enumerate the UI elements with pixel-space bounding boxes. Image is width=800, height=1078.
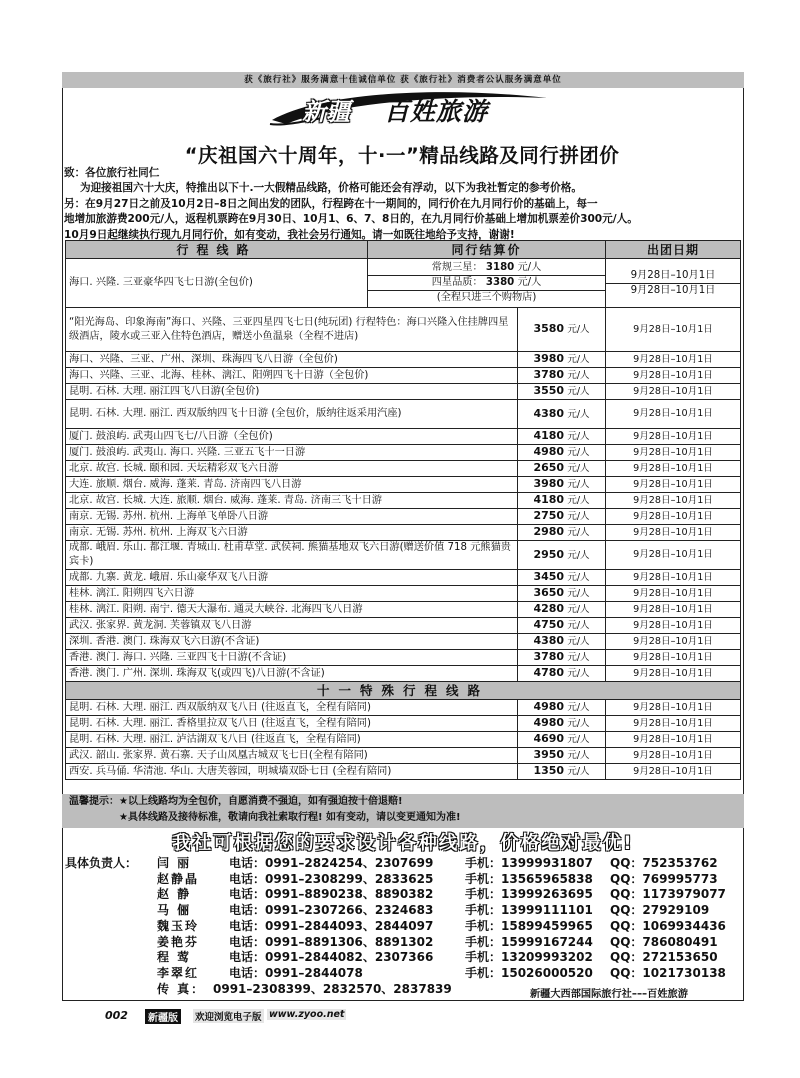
contact-qq: QQ：272153650 xyxy=(610,950,718,965)
price-value: 4380 xyxy=(533,406,565,420)
date-cell: 9月28日–10月1日 xyxy=(606,429,741,445)
price-option-1 xyxy=(368,261,605,276)
price-value: 3980 xyxy=(533,477,565,490)
table-row xyxy=(66,716,741,732)
contact-mobile: 手机：13999111101 xyxy=(465,903,593,918)
date-cell: 9月28日–10月1日 xyxy=(606,541,741,570)
table-row xyxy=(66,634,741,650)
contacts-label: 具体负责人： xyxy=(65,856,138,870)
contact-mobile: 手机：13565965838 xyxy=(465,871,593,886)
page-number: 002 xyxy=(105,1009,128,1022)
route-cell: “阳光海岛、印象海南”海口、兴隆、三亚四星四飞七日(纯玩团) 行程特色：海口兴隆入住挂牌四星级酒店，陵水或三亚入住特色酒店，赠送小鱼温泉（全程不进店) xyxy=(66,308,518,352)
price-value: 4780 xyxy=(533,666,565,679)
table-row xyxy=(66,493,741,509)
price-value: 3580 xyxy=(533,322,565,335)
price-option-2 xyxy=(368,276,605,291)
intro-line: 另：在9月27日之前及10月2日–8日之间出发的团队，行程跨在十一期间的，同行价在九月同行价的基础上，每一 xyxy=(64,197,598,210)
route-cell: 昆明. 石林. 大理. 丽江. 西双版纳双飞八日 (往返直飞，全程有陪同) xyxy=(66,700,518,716)
date-options xyxy=(606,269,740,298)
route-cell: 香港. 澳门. 广州. 深圳. 珠海双飞(或四飞)八日游(不含证) xyxy=(66,666,518,682)
contact-name: 程 莺 xyxy=(157,950,192,965)
price-value: 2750 xyxy=(533,509,565,522)
contact-name: 赵 静 xyxy=(157,887,192,902)
price-unit: 元/人 xyxy=(567,324,590,335)
price-value: 4380 xyxy=(533,634,565,647)
route-cell: 北京. 故宫. 长城. 颐和园. 天坛精彩双飞六日游 xyxy=(66,461,518,477)
contact-phone: 电话：0991–8890238、8890382 xyxy=(229,887,434,902)
table-row xyxy=(66,384,741,400)
price-value: 3550 xyxy=(533,384,565,397)
contact-row xyxy=(65,935,745,951)
contact-name: 闫 丽 xyxy=(157,856,192,870)
price-cell xyxy=(518,700,606,716)
contact-row xyxy=(65,903,745,919)
price-unit: 元/人 xyxy=(567,702,590,713)
edition-badge: 新疆版 xyxy=(145,1009,181,1024)
intro-line: 为迎接祖国六十大庆，特推出以下十.一大假精品线路，价格可能还会有浮动，以下为我社暂定的参考价格。 xyxy=(80,182,582,195)
price-cell xyxy=(518,525,606,541)
price-unit: 元/人 xyxy=(567,408,590,420)
contact-qq: QQ：27929109 xyxy=(610,903,710,918)
price-unit: 元/人 xyxy=(567,549,590,561)
price-unit: 元/人 xyxy=(567,604,590,615)
table-row-first xyxy=(66,259,741,308)
contact-qq: QQ：786080491 xyxy=(610,934,718,949)
price-cell xyxy=(518,352,606,368)
price-options-cell xyxy=(368,259,606,308)
price-cell xyxy=(518,477,606,493)
price-cell xyxy=(518,384,606,400)
route-cell: 南京. 无锡. 苏州. 杭州. 上海单飞单卧八日游 xyxy=(66,509,518,525)
date-cell: 9月28日–10月1日 xyxy=(606,602,741,618)
date-cell: 9月28日–10月1日 xyxy=(606,461,741,477)
intro-salutation: 致：各位旅行社同仁 xyxy=(64,167,160,179)
price-option-note: (全程只进三个购物店) xyxy=(436,292,537,303)
contact-qq: QQ：1021730138 xyxy=(610,965,726,980)
price-cell xyxy=(518,650,606,666)
route-cell: 大连. 旅顺. 烟台. 威海. 蓬莱. 青岛. 济南四飞八日游 xyxy=(66,477,518,493)
price-unit: 元/人 xyxy=(567,620,590,631)
price-value: 1350 xyxy=(533,764,565,777)
price-unit: 元/人 xyxy=(567,447,590,458)
price-unit: 元/人 xyxy=(567,495,590,506)
price-unit: 元/人 xyxy=(567,750,590,761)
contact-phone: 电话：0991–2844093、2844097 xyxy=(229,918,434,933)
price-cell xyxy=(518,748,606,764)
price-cell xyxy=(518,445,606,461)
route-cell: 北京. 故宫. 长城. 大连. 旅顺. 烟台. 威海. 蓬莱. 青岛. 济南三飞十日游 xyxy=(66,493,518,509)
date-cell: 9月28日–10月1日 xyxy=(606,509,741,525)
route-cell: 桂林. 漓江. 阳朔四飞六日游 xyxy=(66,586,518,602)
honor-bar: 获《旅行社》服务满意十佳诚信单位 获《旅行社》消费者公认服务满意单位 xyxy=(62,72,744,88)
price-unit: 元/人 xyxy=(567,718,590,729)
contact-name: 赵静晶 xyxy=(157,871,200,886)
option-label: 常规三星： xyxy=(431,262,483,273)
price-value: 3780 xyxy=(533,650,565,663)
date-cell: 9月28日–10月1日 xyxy=(606,666,741,682)
route-cell: 昆明. 石林. 大理. 丽江四飞八日游(全包价) xyxy=(66,384,518,400)
route-cell: 武汉. 张家界. 黄龙洞. 芙蓉镇双飞八日游 xyxy=(66,618,518,634)
contact-name: 姜艳芬 xyxy=(157,934,200,949)
route-cell: 武汉. 韶山. 张家界. 黄石寨. 天子山凤凰古城双飞七日(全程有陪同) xyxy=(66,748,518,764)
date-cell: 9月28日–10月1日 xyxy=(606,445,741,461)
logo-text-baixing: 百姓旅游 xyxy=(384,97,489,126)
table-row xyxy=(66,764,741,780)
date-cell: 9月28日–10月1日 xyxy=(606,634,741,650)
contact-qq: QQ：752353762 xyxy=(610,856,718,870)
route-cell: 昆明. 石林. 大理. 丽江. 泸沽湖双飞八日 (往返直飞，全程有陪同) xyxy=(66,732,518,748)
price-unit: 元/人 xyxy=(567,652,590,663)
date-cell: 9月28日–10月1日 xyxy=(606,493,741,509)
price-cell xyxy=(518,716,606,732)
price-value: 4690 xyxy=(533,732,565,745)
special-header: 十一特殊行程线路 xyxy=(66,682,741,700)
tips-line: ★具体线路及接待标准，敬请向我社索取行程! 如有变动，请以变更通知为准! xyxy=(119,812,461,823)
date-cell: 9月28日–10月1日 xyxy=(606,700,741,716)
price-cell xyxy=(518,602,606,618)
route-cell: 西安. 兵马俑. 华清池. 华山. 大唐芙蓉园，明城墙双卧七日 (全程有陪同) xyxy=(66,764,518,780)
table-row xyxy=(66,666,741,682)
price-unit: 元/人 xyxy=(567,370,590,381)
price-value: 3650 xyxy=(533,586,565,599)
price-value: 4980 xyxy=(533,716,565,729)
contact-name: 马 俪 xyxy=(157,903,192,918)
fax-label: 传 真： xyxy=(157,981,206,996)
date-cell: 9月28日–10月1日 xyxy=(606,352,741,368)
date-cell: 9月28日–10月1日 xyxy=(606,368,741,384)
price-value: 2980 xyxy=(533,525,565,538)
price-unit: 元/人 xyxy=(567,431,590,442)
option-unit: 元/人 xyxy=(517,277,542,288)
price-unit: 元/人 xyxy=(567,734,590,745)
contact-qq: QQ：1069934436 xyxy=(610,918,726,933)
contact-row xyxy=(65,950,745,966)
table-row xyxy=(66,429,741,445)
page-title: “庆祖国六十周年，十·一”精品线路及同行拼团价 xyxy=(184,144,620,167)
date-cell: 9月28日–10月1日 xyxy=(606,384,741,400)
date-option-1: 9月28日–10月1日 xyxy=(606,269,740,284)
route-cell: 昆明. 石林. 大理. 丽江. 香格里拉双飞八日 (往返直飞，全程有陪同) xyxy=(66,716,518,732)
contact-phone: 电话：0991–2824254、2307699 xyxy=(229,856,434,870)
contact-name: 李翠红 xyxy=(157,965,200,980)
table-row xyxy=(66,618,741,634)
contact-phone: 电话：0991–2308299、2833625 xyxy=(229,871,434,886)
date-cell: 9月28日–10月1日 xyxy=(606,764,741,780)
company-logo xyxy=(262,90,552,130)
price-cell xyxy=(518,586,606,602)
option-price: 3180 xyxy=(485,262,515,273)
price-options xyxy=(368,261,605,305)
price-cell xyxy=(518,618,606,634)
price-unit: 元/人 xyxy=(567,463,590,474)
table-row xyxy=(66,368,741,384)
warm-tips xyxy=(62,794,744,828)
route-cell: 南京. 无锡. 苏州. 杭州. 上海双飞六日游 xyxy=(66,525,518,541)
welcome-text: 欢迎浏览电子版 xyxy=(193,1009,264,1023)
table-row xyxy=(66,602,741,618)
route-cell: 厦门. 鼓浪屿. 武夷山. 海口. 兴隆. 三亚五飞十一日游 xyxy=(66,445,518,461)
contact-row xyxy=(65,919,745,935)
contact-phone: 电话：0991–2844082、2307366 xyxy=(229,950,434,965)
table-row xyxy=(66,586,741,602)
table-row xyxy=(66,509,741,525)
price-unit: 元/人 xyxy=(567,511,590,522)
price-unit: 元/人 xyxy=(567,527,590,538)
contact-phone: 电话：0991–2307266、2324683 xyxy=(229,903,434,918)
table-row xyxy=(66,477,741,493)
price-cell xyxy=(518,400,606,429)
contact-phone: 电话：0991–2844078 xyxy=(229,965,363,980)
intro-line: 10月9日起继续执行现九月同行价，如有变动，我社会另行通知。请一如既往地给予支持，谢谢! xyxy=(64,228,515,241)
special-section-header xyxy=(66,682,741,700)
route-cell: 成都. 九寨. 黄龙. 峨眉. 乐山豪华双飞八日游 xyxy=(66,570,518,586)
route-price-table xyxy=(65,240,741,780)
price-value: 4180 xyxy=(533,493,565,506)
contact-row xyxy=(65,856,745,872)
date-cell: 9月28日–10月1日 xyxy=(606,732,741,748)
contact-qq: QQ：769995773 xyxy=(610,871,718,886)
price-cell xyxy=(518,541,606,570)
contact-mobile: 手机：13209993202 xyxy=(465,950,593,965)
price-cell xyxy=(518,509,606,525)
price-value: 3450 xyxy=(533,570,565,583)
price-value: 2950 xyxy=(533,547,565,561)
date-cell: 9月28日–10月1日 xyxy=(606,570,741,586)
table-row xyxy=(66,732,741,748)
option-unit: 元/人 xyxy=(517,262,542,273)
contact-mobile: 手机：13999263695 xyxy=(465,887,593,902)
slogan: 我社可根据您的要求设计各种线路，价格绝对最优! xyxy=(172,833,634,854)
date-cell: 9月28日–10月1日 xyxy=(606,716,741,732)
route-cell: 成都. 峨眉. 乐山. 都江堰. 青城山. 杜甫草堂. 武侯祠. 熊猫基地双飞六日游(赠送价值 718 元熊猫贵宾卡) xyxy=(66,541,518,570)
option-price: 3380 xyxy=(485,277,515,288)
route-cell: 厦门. 鼓浪屿. 武夷山四飞七/八日游（全包价) xyxy=(66,429,518,445)
price-unit: 元/人 xyxy=(567,479,590,490)
price-value: 4750 xyxy=(533,618,565,631)
route-cell: 香港. 澳门. 海口. 兴隆. 三亚四飞十日游(不含证) xyxy=(66,650,518,666)
header-route: 行程线路 xyxy=(66,241,368,259)
contact-mobile: 手机：15026000520 xyxy=(465,965,593,980)
route-cell: 海口、兴隆、三亚、北海、桂林、漓江、阳朔四飞十日游（全包价) xyxy=(66,368,518,384)
fax-numbers: 0991–2308399、2832570、2837839 xyxy=(213,981,452,996)
tips-line: 温馨提示：★以上线路均为全包价，自愿消费不强迫，如有强迫按十倍退赔! xyxy=(69,796,403,807)
price-unit: 元/人 xyxy=(567,386,590,397)
contact-mobile: 手机：13999931807 xyxy=(465,856,593,870)
contact-name: 魏玉玲 xyxy=(157,918,200,933)
price-unit: 元/人 xyxy=(567,354,590,365)
route-cell: 海口. 兴隆. 三亚豪华四飞七日游(全包价) xyxy=(66,259,368,308)
price-cell xyxy=(518,461,606,477)
price-value: 4280 xyxy=(533,602,565,615)
route-cell: 桂林. 漓江. 阳朔. 南宁. 德天大瀑布. 通灵大峡谷. 北海四飞八日游 xyxy=(66,602,518,618)
price-value: 3980 xyxy=(533,352,565,365)
agency-name: 新疆大西部国际旅行社–––百姓旅游 xyxy=(530,989,688,1000)
price-value: 4180 xyxy=(533,429,565,442)
header-price: 同行结算价 xyxy=(368,241,606,259)
table-row xyxy=(66,541,741,570)
intro-line: 地增加旅游费200元/人，返程机票跨在9月30日、10月1、6、7、8日的，在九月同行价基础上增加机票差价300元/人。 xyxy=(64,213,638,226)
table-row xyxy=(66,461,741,477)
table-row xyxy=(66,700,741,716)
price-cell xyxy=(518,570,606,586)
price-cell xyxy=(518,732,606,748)
price-cell xyxy=(518,429,606,445)
header-date: 出团日期 xyxy=(606,241,741,259)
price-value: 3780 xyxy=(533,368,565,381)
intro-notice xyxy=(64,166,744,243)
date-option-2: 9月28日–10月1日 xyxy=(630,284,716,296)
contact-mobile: 手机：15999167244 xyxy=(465,934,593,949)
table-row xyxy=(66,445,741,461)
contact-row xyxy=(65,872,745,888)
table-row xyxy=(66,352,741,368)
price-value: 2650 xyxy=(533,461,565,474)
price-cell xyxy=(518,308,606,352)
price-cell xyxy=(518,493,606,509)
table-row xyxy=(66,748,741,764)
table-row xyxy=(66,570,741,586)
contact-row xyxy=(65,966,745,982)
table-row xyxy=(66,525,741,541)
price-unit: 元/人 xyxy=(567,766,590,777)
website-link[interactable]: www.zyoo.net xyxy=(269,1009,345,1020)
price-value: 3950 xyxy=(533,748,565,761)
table-header-row xyxy=(66,241,741,259)
contact-row xyxy=(65,887,745,903)
date-cell: 9月28日–10月1日 xyxy=(606,586,741,602)
logo-text-xinjiang: 新疆 xyxy=(302,97,350,126)
table-row xyxy=(66,400,741,429)
date-cell: 9月28日–10月1日 xyxy=(606,650,741,666)
price-cell xyxy=(518,764,606,780)
date-cell: 9月28日–10月1日 xyxy=(606,618,741,634)
price-cell xyxy=(518,666,606,682)
price-unit: 元/人 xyxy=(567,588,590,599)
route-cell: 深圳. 香港. 澳门. 珠海双飞六日游(不含证) xyxy=(66,634,518,650)
route-cell: 海口、兴隆、三亚、广州、深圳、珠海四飞八日游（全包价) xyxy=(66,352,518,368)
option-label: 四星品质： xyxy=(431,277,483,288)
table-row xyxy=(66,308,741,352)
date-cell: 9月28日–10月1日 xyxy=(606,308,741,352)
date-cell xyxy=(606,259,741,308)
price-unit: 元/人 xyxy=(567,572,590,583)
price-value: 4980 xyxy=(533,445,565,458)
date-cell: 9月28日–10月1日 xyxy=(606,525,741,541)
price-cell xyxy=(518,368,606,384)
price-cell xyxy=(518,634,606,650)
table-row xyxy=(66,650,741,666)
price-unit: 元/人 xyxy=(567,668,590,679)
date-cell: 9月28日–10月1日 xyxy=(606,748,741,764)
price-value: 4980 xyxy=(533,700,565,713)
contact-mobile: 手机：15899459965 xyxy=(465,918,593,933)
price-unit: 元/人 xyxy=(567,636,590,647)
date-cell: 9月28日–10月1日 xyxy=(606,477,741,493)
date-cell: 9月28日–10月1日 xyxy=(606,400,741,429)
contact-qq: QQ：1173979077 xyxy=(610,887,726,902)
contact-phone: 电话：0991–8891306、8891302 xyxy=(229,934,434,949)
route-cell: 昆明. 石林. 大理. 丽江. 西双版纳四飞十日游 (全包价，版纳往返采用汽座) xyxy=(66,400,518,429)
